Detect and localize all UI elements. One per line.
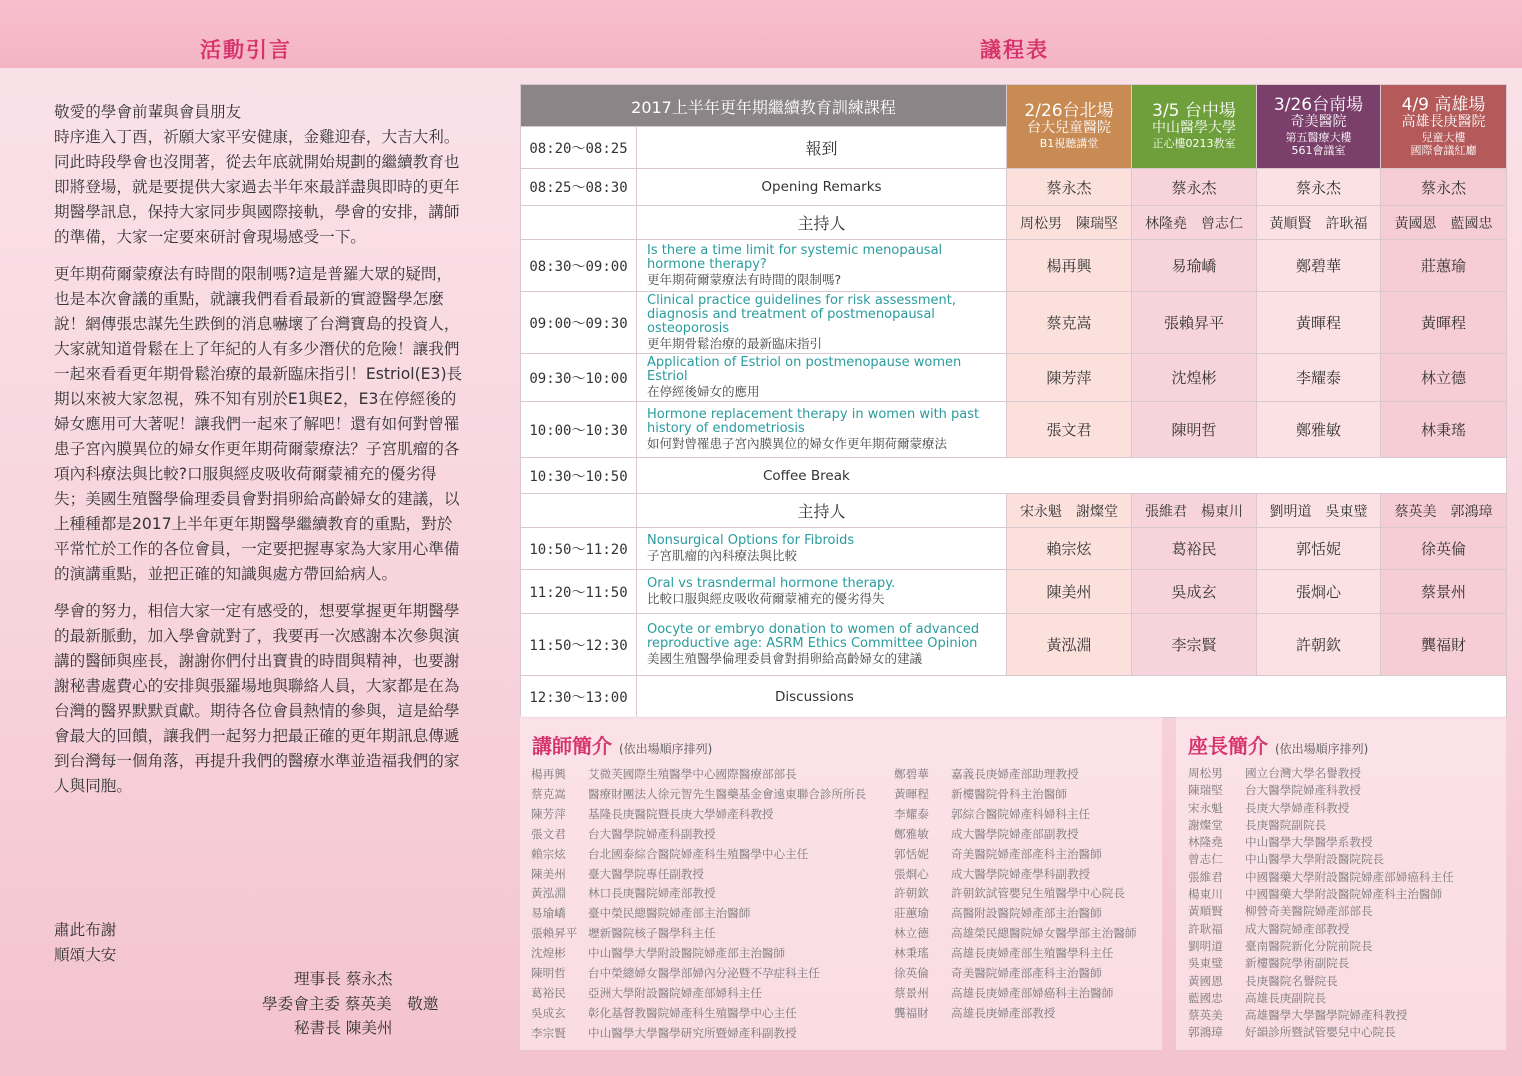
person-name: 張維君	[1188, 869, 1223, 884]
row-topic: 主持人	[637, 494, 1007, 528]
row-time	[521, 206, 637, 240]
person-title: 好韻診所暨試管嬰兒中心院長	[1245, 1025, 1396, 1040]
person-name: 龔福財	[894, 1005, 929, 1020]
letter-signature	[54, 918, 466, 1041]
list-item	[531, 964, 866, 984]
person-name: 陳美州	[531, 866, 566, 881]
person-name: 郭恬妮	[894, 846, 929, 861]
person-title: 臺中榮民總醫院婦產部主治醫師	[588, 906, 751, 921]
person-name: 陳芳萍	[531, 806, 566, 821]
agenda-row	[521, 676, 1507, 718]
intro-section-title: 活動引言	[200, 38, 292, 62]
agenda-row	[521, 169, 1507, 206]
list-item	[531, 1004, 866, 1024]
moderator-cell: 周松男 陳瑞堅	[1007, 206, 1132, 240]
person-name: 李宗賢	[531, 1025, 566, 1040]
list-item	[531, 904, 866, 924]
speaker-cell: 蔡永杰	[1007, 169, 1132, 206]
person-title: 成大醫院婦產部教授	[1245, 921, 1350, 936]
person-title: 台大醫學院婦產科教授	[1245, 783, 1361, 798]
person-title: 許朝欽試管嬰兒生殖醫學中心院長	[951, 886, 1125, 901]
agenda-row	[521, 614, 1507, 676]
speakers-panel	[520, 716, 1162, 1050]
chairs-panel	[1176, 716, 1506, 1050]
person-title: 長庚醫院副院長	[1245, 817, 1327, 832]
person-title: 長庚醫院名譽院長	[1245, 973, 1338, 988]
agenda-row	[521, 528, 1507, 570]
speaker-cell: 林秉瑤	[1381, 402, 1507, 458]
list-item	[894, 845, 1137, 865]
person-title: 奇美醫院婦產部產科主治醫師	[951, 966, 1102, 981]
speaker-cell: 蔡永杰	[1132, 169, 1257, 206]
row-time: 08:20～08:25	[521, 127, 637, 169]
person-title: 國立台灣大學名譽教授	[1245, 766, 1361, 780]
person-title: 林口長庚醫院婦產部教授	[588, 886, 716, 901]
agenda-row	[521, 354, 1507, 402]
closing-line-2: 順頌大安	[54, 945, 117, 964]
person-title: 醫療財團法人徐元智先生醫藥基金會遠東聯合診所所長	[588, 786, 867, 801]
list-item	[894, 904, 1137, 924]
person-title: 高醫附設醫院婦產部主治醫師	[951, 906, 1102, 921]
venue-tainan: 3/26台南場 奇美醫院 第五醫療大樓 561會議室	[1257, 85, 1381, 169]
speaker-cell: 莊蕙瑜	[1381, 240, 1507, 292]
person-name: 李耀泰	[894, 806, 929, 821]
person-title: 高雄長庚婦產部婦癌科主治醫師	[951, 985, 1114, 1000]
list-item	[1188, 973, 1454, 990]
speaker-cell: 吳成玄	[1132, 570, 1257, 614]
venue-taichung: 3/5 台中場 中山醫學大學 正心樓0213教室	[1132, 85, 1257, 169]
row-topic: Coffee Break	[637, 458, 1507, 494]
row-topic: Application of Estriol on postmenopause women Estriol 在停經後婦女的應用	[637, 354, 1007, 402]
moderator-cell: 黃國恩 藍國忠	[1381, 206, 1507, 240]
list-item	[531, 924, 866, 944]
person-name: 蔡克嵩	[531, 786, 566, 801]
speaker-cell: 陳美州	[1007, 570, 1132, 614]
person-title: 嘉義長庚婦產部助理教授	[951, 767, 1079, 781]
agenda-title: 2017上半年更年期繼續教育訓練課程	[521, 85, 1007, 169]
intro-paragraph-2: 更年期荷爾蒙療法有時間的限制嗎?這是普羅大眾的疑問，也是本次會議的重點，就讓我們看看最新的實證醫學怎麼說！網傳張忠謀先生跌倒的消息嚇壞了台灣寶島的投資人，大家就知道骨鬆在上了年紀的人有多少潛伏的危險！讓我們一起來看看更年期骨鬆治療的最新臨床指引！Estriol(E3)長期以來被大家忽視，殊不知有別於E1與E2，E3在停經後的婦女應用可大著呢！讓我們一起來了解吧！還有如何對曾罹患子宮內膜異位的婦女作更年期荷爾蒙療法？子宮肌瘤的各項內科療法與比較?口服與經皮吸收荷爾蒙補充的優劣得失；美國生殖醫學倫理委員會對捐卵給高齡婦女的建議，以上種種都是2017上半年更年期醫學繼續教育的重點，對於平常忙於工作的各位會員，一定要把握專家為大家用心準備的演講重點，並把正確的知識與處方帶回給病人。	[54, 265, 463, 583]
list-item	[531, 805, 866, 825]
person-name: 鄭雅敏	[894, 826, 929, 841]
person-title: 中國醫藥大學附設醫院婦產部婦癌科主任	[1245, 869, 1454, 884]
closing-line-1: 肅此布謝	[54, 921, 117, 939]
list-item	[1188, 1024, 1454, 1041]
list-item	[1188, 955, 1454, 972]
signature-secretary: 秘書長 陳美州	[294, 1019, 393, 1037]
agenda-row	[521, 494, 1507, 528]
row-topic: 主持人	[637, 206, 1007, 240]
row-time: 08:30～09:00	[521, 240, 637, 292]
list-item	[1188, 851, 1454, 868]
speaker-cell: 蔡景州	[1381, 570, 1507, 614]
person-title: 中山醫學大學附設醫院院長	[1245, 852, 1385, 867]
agenda-body-main	[520, 168, 1507, 718]
person-title: 高雄榮民總醫院婦女醫學部主治醫師	[951, 926, 1137, 941]
list-item	[531, 825, 866, 845]
person-title: 臺大醫學院專任副教授	[588, 866, 704, 881]
person-title: 成大醫學院婦產部副教授	[951, 826, 1079, 841]
person-title: 台大醫學院婦產科副教授	[588, 826, 716, 841]
person-title: 中山醫學大學附設醫院婦產部主治醫師	[588, 946, 786, 961]
speaker-cell: 鄭雅敏	[1257, 402, 1381, 458]
person-name: 宋永魁	[1188, 800, 1223, 815]
row-topic: Nonsurgical Options for Fibroids 子宮肌瘤的內科療法與比較	[637, 528, 1007, 570]
speaker-cell: 黃暉程	[1381, 292, 1507, 354]
speaker-cell: 張文君	[1007, 402, 1132, 458]
list-item	[1188, 903, 1454, 920]
person-title: 高雄長庚副院長	[1245, 990, 1327, 1005]
person-title: 新樓醫院學術副院長	[1245, 956, 1350, 971]
agenda-row	[521, 458, 1507, 494]
list-item	[1188, 921, 1454, 938]
list-item	[894, 984, 1137, 1004]
person-name: 林秉瑤	[894, 946, 929, 961]
agenda-row	[521, 402, 1507, 458]
speaker-cell: 楊再興	[1007, 240, 1132, 292]
list-item	[1188, 990, 1454, 1007]
person-title: 高雄醫學大學醫學院婦產科教授	[1245, 1008, 1408, 1023]
agenda-row	[521, 127, 1507, 169]
row-time: 08:25～08:30	[521, 169, 637, 206]
list-item	[894, 924, 1137, 944]
person-title: 新樓醫院骨科主治醫師	[951, 786, 1067, 801]
person-title: 臺南醫院新化分院前院長	[1245, 938, 1373, 953]
person-title: 中山醫學大學醫學系教授	[1245, 835, 1373, 850]
speakers-list-left	[531, 765, 866, 1044]
speaker-cell: 張賴昇平	[1132, 292, 1257, 354]
row-topic: Hormone replacement therapy in women with past history of endometriosis 如何對曾罹患子宮內膜異位的婦女作更年期荷爾蒙療法	[637, 402, 1007, 458]
moderator-cell: 蔡英美 郭鴻璋	[1381, 494, 1507, 528]
person-title: 壢新醫院核子醫學科主任	[588, 926, 716, 941]
list-item	[894, 964, 1137, 984]
intro-paragraph-3: 學會的努力，相信大家一定有感受的，想要掌握更年期醫學的最新脈動，加入學會就對了，我要再一次感謝本次參與演講的醫師與座長，謝謝你們付出寶貴的時間與精神，也要謝謝秘書處費心的安排與張羅場地與聯絡人員，大家都是在為台灣的醫界默默貢獻。期待各位會員熱情的參與，這是給學會最大的回饋，讓我們一起努力把最正確的更年期訊息傳遞到台灣每一個角落，再提升我們的醫療水準並造福我們的家人與同胞。	[54, 602, 460, 795]
person-title: 基隆長庚醫院暨長庚大學婦產科教授	[588, 806, 774, 821]
person-name: 黃暉程	[894, 786, 929, 801]
speaker-cell: 賴宗炫	[1007, 528, 1132, 570]
list-item	[531, 845, 866, 865]
list-item	[894, 1004, 1137, 1024]
speaker-cell: 陳芳萍	[1007, 354, 1132, 402]
person-name: 謝燦堂	[1188, 817, 1223, 832]
list-item	[531, 1024, 866, 1044]
speaker-cell: 沈煌彬	[1132, 354, 1257, 402]
row-topic: Opening Remarks	[637, 169, 1007, 206]
intro-letter	[54, 100, 466, 811]
person-title: 亞洲大學附設醫院婦產部婦科主任	[588, 985, 762, 1000]
row-topic: Oral vs trasndermal hormone therapy. 比較口服與經皮吸收荷爾蒙補充的優劣得失	[637, 570, 1007, 614]
moderator-cell: 黃順賢 許耿福	[1257, 206, 1381, 240]
row-topic: Discussions	[637, 676, 1507, 718]
speaker-cell: 林立德	[1381, 354, 1507, 402]
person-name: 許耿福	[1188, 921, 1223, 936]
speaker-cell: 龔福財	[1381, 614, 1507, 676]
speaker-cell: 郭恬妮	[1257, 528, 1381, 570]
row-time: 10:50～11:20	[521, 528, 637, 570]
person-name: 黃泓淵	[531, 886, 566, 901]
list-item	[1188, 765, 1454, 782]
person-title: 郭綜合醫院婦產科婦科主任	[951, 806, 1091, 821]
row-time: 10:00～10:30	[521, 402, 637, 458]
person-name: 沈煌彬	[531, 946, 566, 961]
list-item	[894, 884, 1137, 904]
list-item	[1188, 1007, 1454, 1024]
chairs-title: 座長簡介 (依出場順序排列)	[1188, 734, 1369, 758]
speaker-cell: 李耀泰	[1257, 354, 1381, 402]
row-topic: Is there a time limit for systemic menopausal hormone therapy? 更年期荷爾蒙療法有時間的限制嗎?	[637, 240, 1007, 292]
row-time: 10:30～10:50	[521, 458, 637, 494]
speaker-cell: 葛裕民	[1132, 528, 1257, 570]
person-name: 藍國忠	[1188, 990, 1223, 1005]
person-name: 郭鴻璋	[1188, 1025, 1223, 1040]
list-item	[894, 785, 1137, 805]
agenda-row	[521, 292, 1507, 354]
row-time	[521, 494, 637, 528]
person-name: 林隆堯	[1188, 835, 1223, 850]
person-title: 高雄長庚婦產部教授	[951, 1005, 1056, 1020]
moderator-cell: 張維君 楊東川	[1132, 494, 1257, 528]
person-name: 曾志仁	[1188, 852, 1223, 867]
list-item	[531, 944, 866, 964]
person-name: 吳成玄	[531, 1005, 566, 1020]
person-name: 張文君	[531, 826, 566, 841]
person-name: 吳東璧	[1188, 956, 1223, 971]
person-title: 艾微芙國際生殖醫學中心國際醫療部部長	[588, 767, 797, 781]
speakers-title: 講師簡介 (依出場順序排列)	[532, 734, 713, 758]
row-time: 11:50～12:30	[521, 614, 637, 676]
person-name: 蔡英美	[1188, 1008, 1223, 1023]
person-name: 葛裕民	[531, 985, 566, 1000]
agenda-section-title: 議程表	[980, 38, 1049, 62]
person-name: 周松男	[1188, 766, 1223, 780]
row-time: 09:00～09:30	[521, 292, 637, 354]
moderator-cell: 宋永魁 謝燦堂	[1007, 494, 1132, 528]
agenda-body	[520, 126, 1507, 169]
list-item	[894, 865, 1137, 885]
speaker-cell: 蔡永杰	[1381, 169, 1507, 206]
person-title: 成大醫學院婦產學科副教授	[951, 866, 1091, 881]
speaker-cell: 許朝欽	[1257, 614, 1381, 676]
list-item	[531, 765, 866, 785]
person-name: 劉明道	[1188, 938, 1223, 953]
chairs-list	[1188, 765, 1454, 1042]
row-time: 12:30～13:00	[521, 676, 637, 718]
person-title: 奇美醫院婦產部產科主治醫師	[951, 846, 1102, 861]
person-title: 台北國泰綜合醫院婦產科生殖醫學中心主任	[588, 846, 809, 861]
list-item	[894, 805, 1137, 825]
speaker-cell: 鄭碧華	[1257, 240, 1381, 292]
person-name: 鄭碧華	[894, 767, 929, 781]
speakers-list-right	[894, 765, 1137, 1024]
list-item	[1188, 834, 1454, 851]
list-item	[894, 944, 1137, 964]
signature-committee-chair: 學委會主委 蔡英美 敬邀	[262, 994, 439, 1013]
speaker-cell: 易瑜嶠	[1132, 240, 1257, 292]
person-title: 台中榮總婦女醫學部婦內分泌暨不孕症科主任	[588, 966, 820, 981]
person-name: 林立德	[894, 926, 929, 941]
moderator-cell: 劉明道 吳東璧	[1257, 494, 1381, 528]
person-name: 張烱心	[894, 866, 929, 881]
speaker-cell: 蔡永杰	[1257, 169, 1381, 206]
person-name: 蔡景州	[894, 985, 929, 1000]
speaker-cell: 徐英倫	[1381, 528, 1507, 570]
person-title: 中山醫學大學醫學研究所暨婦產科副教授	[588, 1025, 797, 1040]
person-name: 莊蕙瑜	[894, 906, 929, 921]
person-name: 易瑜嶠	[531, 906, 566, 921]
speaker-cell: 李宗賢	[1132, 614, 1257, 676]
list-item	[531, 884, 866, 904]
list-item	[1188, 782, 1454, 799]
list-item	[1188, 817, 1454, 834]
list-item	[531, 865, 866, 885]
moderator-cell: 林隆堯 曾志仁	[1132, 206, 1257, 240]
person-name: 楊再興	[531, 767, 566, 781]
agenda-row	[521, 206, 1507, 240]
list-item	[1188, 800, 1454, 817]
speaker-cell: 陳明哲	[1132, 402, 1257, 458]
list-item	[894, 765, 1137, 785]
person-name: 楊東川	[1188, 887, 1223, 902]
person-title: 彰化基督教醫院婦產科生殖醫學中心主任	[588, 1005, 797, 1020]
list-item	[894, 825, 1137, 845]
row-topic: Oocyte or embryo donation to women of advanced reproductive age: ASRM Ethics Committee Opinion 美國生殖醫學倫理委員會對捐卵給高齡婦女的建議	[637, 614, 1007, 676]
person-title: 中國醫藥大學附設醫院婦產科主治醫師	[1245, 887, 1443, 902]
speaker-cell: 黃泓淵	[1007, 614, 1132, 676]
speaker-cell: 蔡克嵩	[1007, 292, 1132, 354]
row-time: 09:30～10:00	[521, 354, 637, 402]
intro-paragraph-1: 敬愛的學會前輩與會員朋友 時序進入丁酉，祈願大家平安健康，金雞迎春，大吉大利。同此時段學會也沒閒著，從去年底就開始規劃的繼續教育也即將登場，就是要提供大家過去半年來最詳盡與即時的更年期醫學訊息，保持大家同步與國際接軌，學會的安排，講師的準備，大家一定要來研討會現場感受一下。	[54, 103, 460, 246]
speaker-cell: 張烱心	[1257, 570, 1381, 614]
list-item	[531, 984, 866, 1004]
signature-president: 理事長 蔡永杰	[294, 970, 393, 988]
row-time: 11:20～11:50	[521, 570, 637, 614]
row-topic: Clinical practice guidelines for risk assessment, diagnosis and treatment of postmenopausal osteoporosis 更年期骨鬆治療的最新臨床指引	[637, 292, 1007, 354]
person-name: 陳明哲	[531, 966, 566, 981]
person-name: 陳瑞堅	[1188, 783, 1223, 798]
person-name: 黃國恩	[1188, 973, 1223, 988]
person-title: 高雄長庚婦產部生殖醫學科主任	[951, 946, 1114, 961]
list-item	[1188, 938, 1454, 955]
person-name: 許朝欽	[894, 886, 929, 901]
venue-taipei: 2/26台北場 台大兒童醫院 B1視聽講堂	[1007, 85, 1132, 169]
person-title: 長庚大學婦產科教授	[1245, 800, 1350, 815]
person-name: 黃順賢	[1188, 904, 1223, 919]
list-item	[531, 785, 866, 805]
speaker-cell: 黃暉程	[1257, 292, 1381, 354]
venue-kaohsiung: 4/9 高雄場 高雄長庚醫院 兒童大樓 國際會議紅廳	[1381, 85, 1507, 169]
person-title: 柳營奇美醫院婦產部部長	[1245, 904, 1373, 919]
person-name: 張賴昇平	[531, 926, 578, 941]
list-item	[1188, 869, 1454, 886]
person-name: 賴宗炫	[531, 846, 566, 861]
agenda-row	[521, 570, 1507, 614]
person-name: 徐英倫	[894, 966, 929, 981]
agenda-row	[521, 240, 1507, 292]
row-topic: 報到	[637, 127, 1007, 169]
list-item	[1188, 886, 1454, 903]
